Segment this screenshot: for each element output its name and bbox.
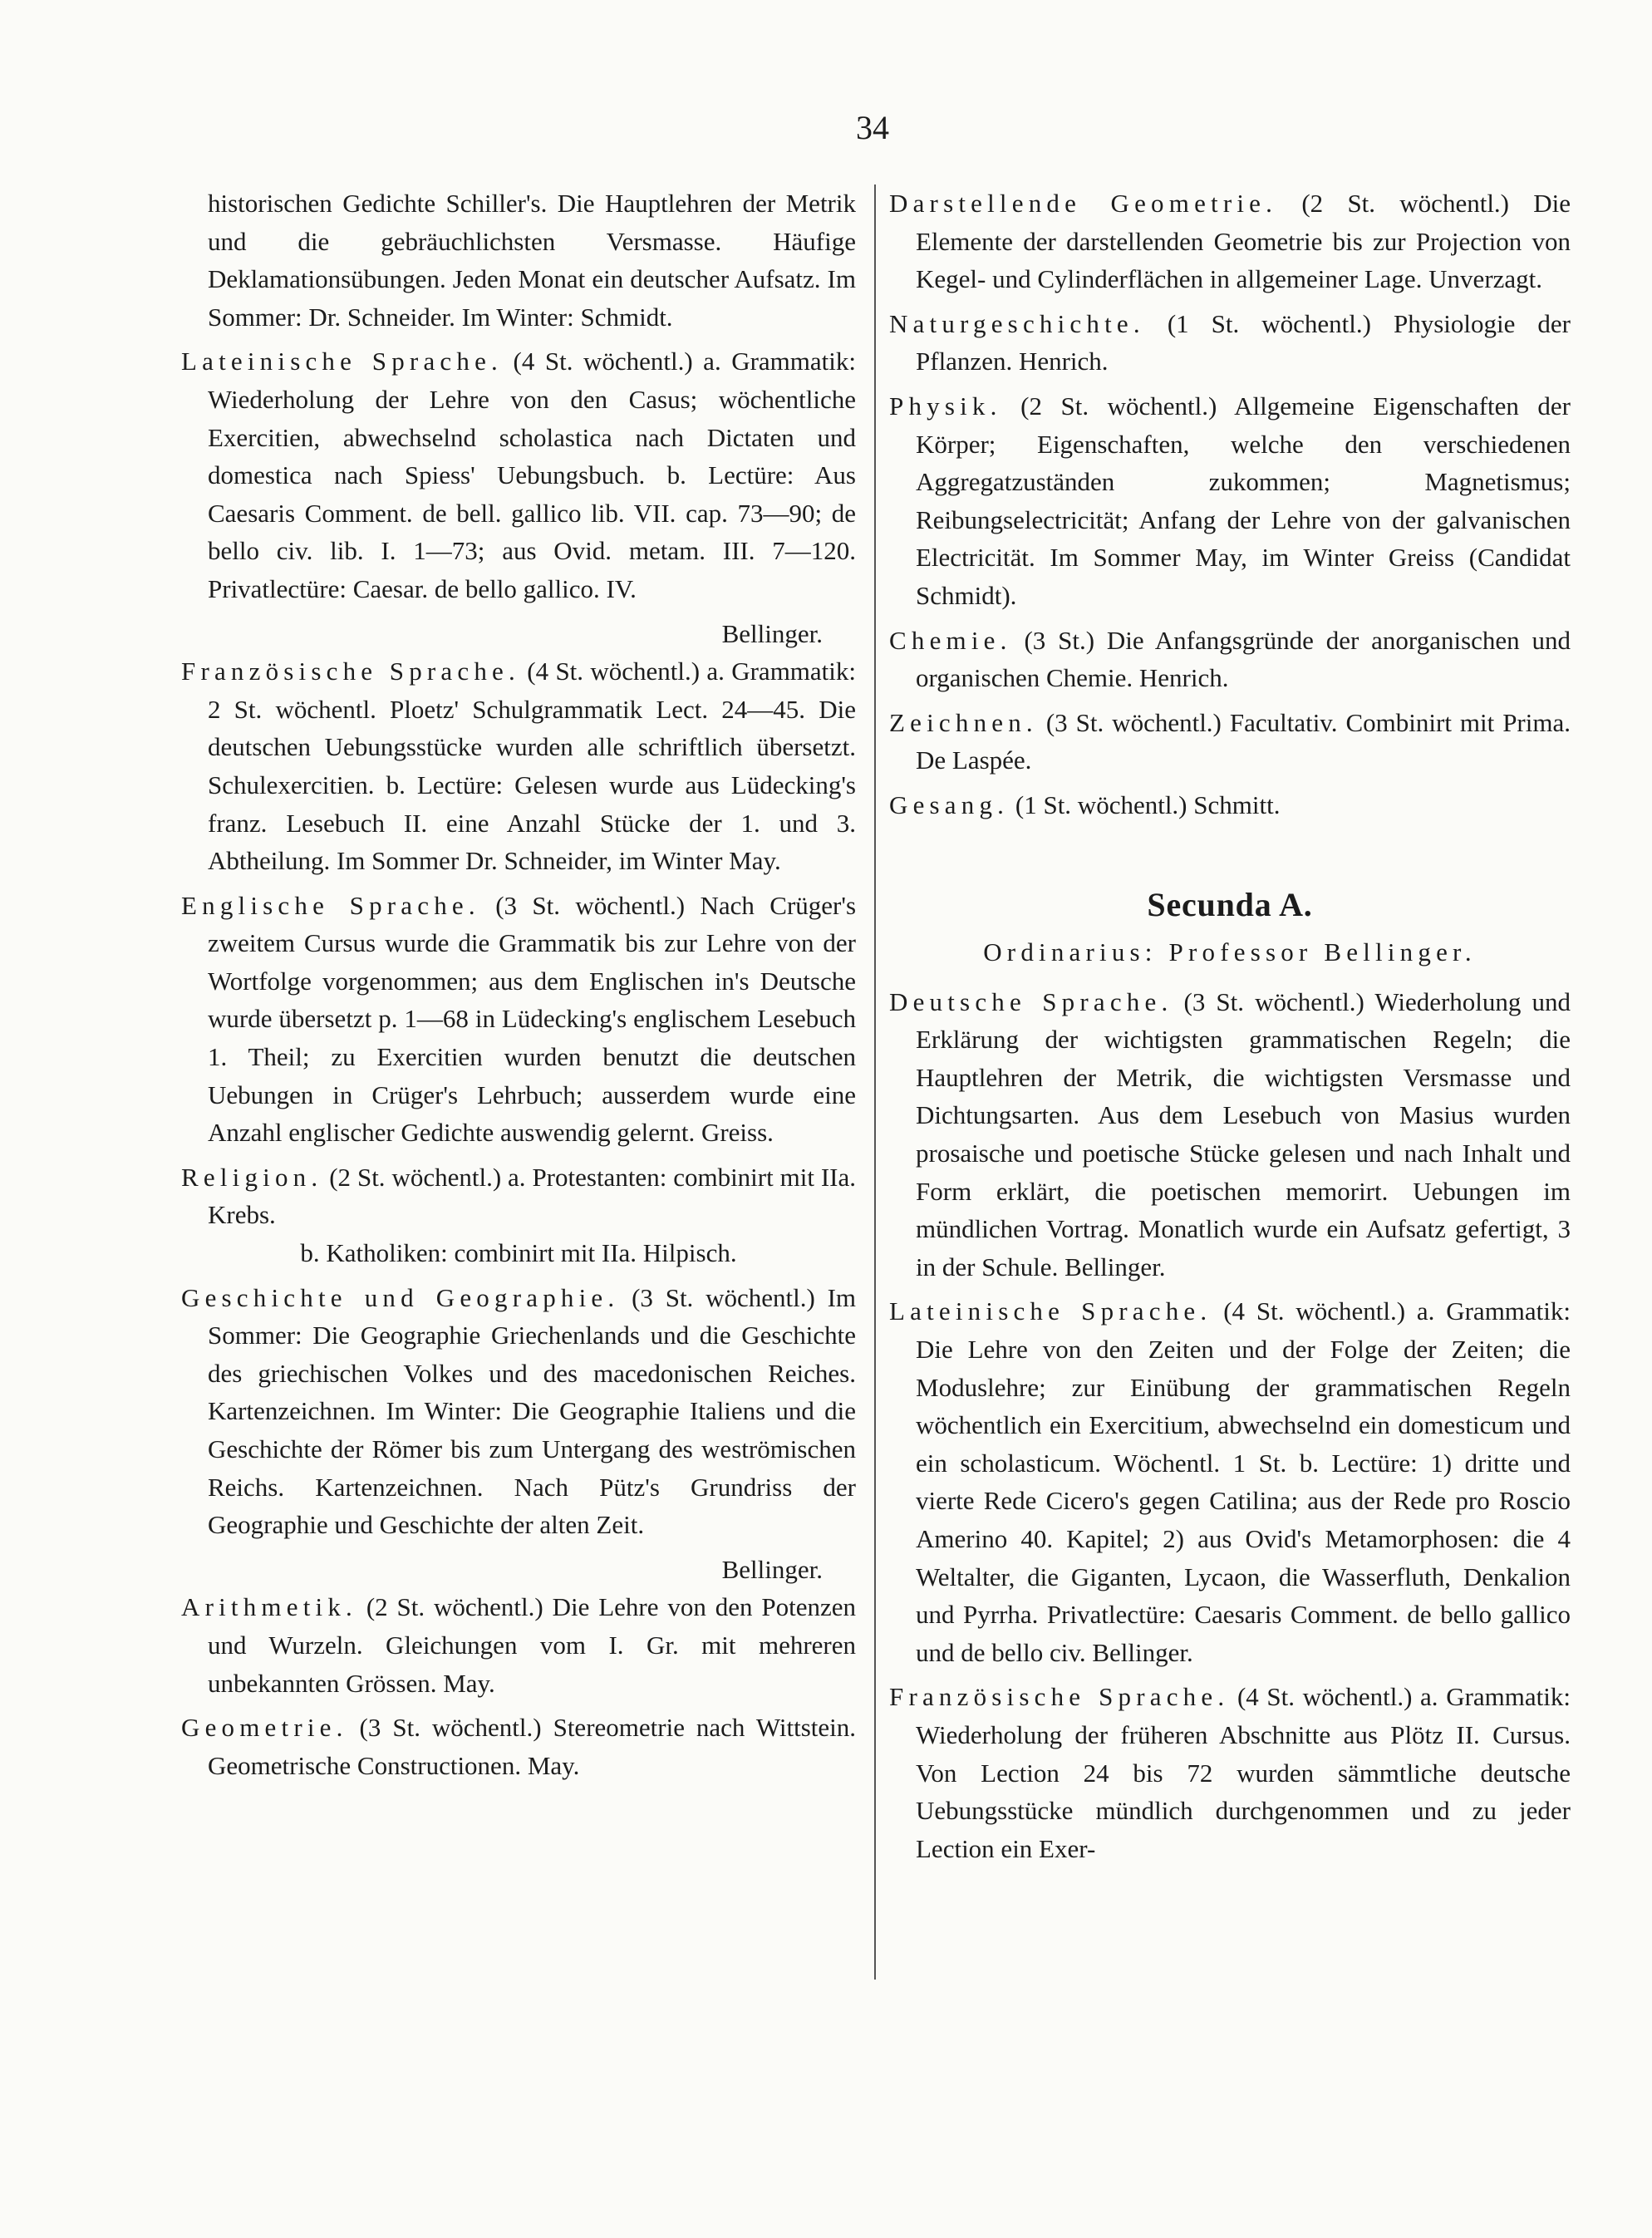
subject-heading: Chemie. [889, 625, 1012, 655]
paragraph-text: (4 St. wöchentl.) a. Grammatik: Die Lehre von den Zeiten und der Folge der Zeiten; die Moduslehre; zur Einübung der grammatischen Regeln wöchentlich ein Exercitium, abwechselnd ein domesticum und ein scholasticum. Wöchentl. 1 St. b. Lectüre: 1) dritte und vierte Rede Cicero's gegen Catilina; aus der Rede pro Roscio Amerino 40. Kapitel; 2) aus Ovid's Metamorphosen: die 4 Weltalter, die Giganten, Lycaon, die Wasserfluth, Denkalion und Pyrrha. Privatlectüre: Caesaris Comment. de bello gallico und de bello civ. Bellinger. [916, 1296, 1571, 1667]
ordinarius-line: Ordinarius: Professor Bellinger. [983, 937, 1477, 967]
subject-heading: Gesang. [889, 789, 1010, 819]
subject-heading: Deutsche Sprache. [889, 986, 1173, 1016]
paragraph-text: (1 St. wöchentl.) Physiologie der Pflanzen. Henrich. [916, 308, 1571, 376]
paragraph-text: (1 St. wöchentl.) Schmitt. [1015, 789, 1281, 819]
paragraph-physik [889, 387, 1571, 615]
subject-heading: Geschichte und Geographie. [181, 1282, 620, 1312]
paragraph-zeichnen [889, 704, 1571, 780]
paragraph-geometrie [181, 1709, 856, 1784]
subject-heading: Zeichnen. [889, 707, 1038, 737]
paragraph-deutsch [889, 983, 1571, 1286]
paragraph-text: (3 St. wöchentl.) Facultativ. Combinirt mit Prima. De Laspée. [916, 707, 1571, 775]
page-number: 34 [856, 109, 889, 146]
paragraph-text: (2 St. wöchentl.) Die Lehre von den Potenzen und Wurzeln. Gleichungen vom I. Gr. mit mehreren unbekannten Grössen. May. [208, 1592, 857, 1698]
paragraph-franz [181, 652, 856, 880]
paragraph-text: (4 St. wöchentl.) a. Grammatik: Wiederholung der früheren Abschnitte aus Plötz II. Cursus. Von Lection 24 bis 72 wurden sämmtliche deutsche Uebungsstücke mündlich durchgenommen und zu jeder Lection ein Exer- [916, 1682, 1571, 1863]
paragraph-gesang [889, 786, 1571, 824]
subject-heading: Naturgeschichte. [889, 308, 1145, 338]
subject-heading: Französische Sprache. [889, 1682, 1230, 1712]
paragraph-text: (3 St. wöchentl.) Im Sommer: Die Geographie Griechenlands und die Geschichte des griechischen Volkes und des macedonischen Reiches. Kartenzeichnen. Im Winter: Die Geographie Italiens und die Geschichte der Römer bis zum Untergang des weströmischen Reichs. Kartenzeichnen. Nach Pütz's Grundriss der Geographie und Geschichte der alten Zeit. [208, 1282, 857, 1540]
paragraph-continuation: historischen Gedichte Schiller's. Die Hauptlehren der Metrik und die gebräuchlichsten Versmasse. Häufige Deklamationsübungen. Jeden Monat ein deutscher Aufsatz. Im Sommer: Dr. Schneider. Im Winter: Schmidt. [208, 189, 856, 332]
subject-heading: Physik. [889, 391, 1002, 421]
paragraph-text: (3 St. wöchentl.) Nach Crüger's zweitem Cursus wurde die Grammatik bis zur Lehre von der Wortfolge vorgenommen; aus dem Englischen in's Deutsche wurde übersetzt p. 1—68 in Lüdecking's englischem Lesebuch 1. Theil; zu Exercitien wurden benutzt die deutschen Uebungen in Crüger's Lehrbuch; ausserdem wurde eine Anzahl englischer Gedichte auswendig gelernt. Greiss. [208, 890, 857, 1148]
paragraph-text: (4 St. wöchentl.) a. Grammatik: Wiederholung der Lehre von den Casus; wöchentliche Exercitien, abwechselnd scholastica nach Dictaten und domestica nach Spiess' Uebungsbuch. b. Lectüre: Aus Caesaris Comment. de bell. gallico lib. VII. cap. 73—90; de bello civ. lib. I. 1—73; aus Ovid. metam. III. 7—120. Privatlectüre: Caesar. de bello gallico. IV. [208, 347, 856, 603]
paragraph-text: (3 St. wöchentl.) Wiederholung und Erklärung der wichtigsten grammatischen Regeln; die Hauptlehren der Metrik, die wichtigsten Versmasse und Dichtungsarten. Aus dem Lesebuch von Masius wurden prosaische und poetische Stücke gelesen und nach Inhalt und Form erklärt, die poetischen memorirt. Uebungen im mündlichen Vortrag. Monatlich wurde ein Aufsatz gefertigt, 3 in der Schule. Bellinger. [916, 986, 1571, 1281]
paragraph-darstellende-geometrie [889, 184, 1571, 298]
paragraph-text: (4 St. wöchentl.) a. Grammatik: 2 St. wöchentl. Ploetz' Schulgrammatik Lect. 24—45. Die deutschen Uebungsstücke wurden alle schriftlich übersetzt. Schulexercitien. b. Lectüre: Gelesen wurde aus Lüdecking's franz. Lesebuch II. eine Anzahl Stücke der 1. und 3. Abtheilung. Im Sommer Dr. Schneider, im Winter May. [208, 657, 857, 876]
religion-catholic-line: b. Katholiken: combinirt mit IIa. Hilpisch. [300, 1238, 737, 1268]
subject-heading: Englische Sprache. [181, 890, 480, 920]
teacher-signature: Bellinger. [721, 618, 823, 648]
paragraph-geschichte [181, 1279, 856, 1544]
paragraph-latein [181, 342, 856, 607]
section-title: Secunda A. [1147, 885, 1313, 923]
paragraph-latein-secunda [889, 1292, 1571, 1671]
paragraph-text: (2 St. wöchentl.) Allgemeine Eigenschaften der Körper; Eigenschaften, welche den verschiedenen Aggregatzuständen zukommen; Magnetismus; Reibungselectricität; Anfang der Lehre von der galvanischen Electricität. Im Sommer May, im Winter Greiss (Candidat Schmidt). [916, 391, 1571, 610]
paragraph-text: (2 St. wöchentl.) Die Elemente der darstellenden Geometrie bis zur Projection von Kegel- und Cylinderflächen in allgemeiner Lage. Unverzagt. [916, 189, 1571, 294]
subject-heading: Lateinische Sprache. [889, 1296, 1212, 1326]
teacher-signature: Bellinger. [721, 1554, 823, 1584]
left-column [181, 184, 856, 1791]
subject-heading: Geometrie. [181, 1713, 348, 1743]
subject-heading: Darstellende Geometrie. [889, 189, 1278, 218]
subject-heading: Lateinische Sprache. [181, 347, 503, 376]
subject-heading: Französische Sprache. [181, 657, 520, 686]
paragraph-englisch [181, 887, 856, 1152]
subject-heading: Religion. [181, 1162, 323, 1192]
paragraph-text: (3 St.) Die Anfangsgründe der anorganischen und organischen Chemie. Henrich. [916, 625, 1571, 693]
paragraph-text: (3 St. wöchentl.) Stereometrie nach Wittstein. Geometrische Constructionen. May. [208, 1713, 856, 1780]
paragraph-chemie [889, 622, 1571, 697]
paragraph-arithmetik [181, 1588, 856, 1702]
paragraph-text: (2 St. wöchentl.) a. Protestanten: combinirt mit IIa. Krebs. [208, 1162, 857, 1230]
subject-heading: Arithmetik. [181, 1592, 357, 1622]
paragraph-franz-secunda [889, 1678, 1571, 1867]
paragraph-religion [181, 1158, 856, 1234]
paragraph-naturgeschichte [889, 305, 1571, 381]
right-column [889, 184, 1571, 1874]
column-divider [874, 184, 876, 1980]
